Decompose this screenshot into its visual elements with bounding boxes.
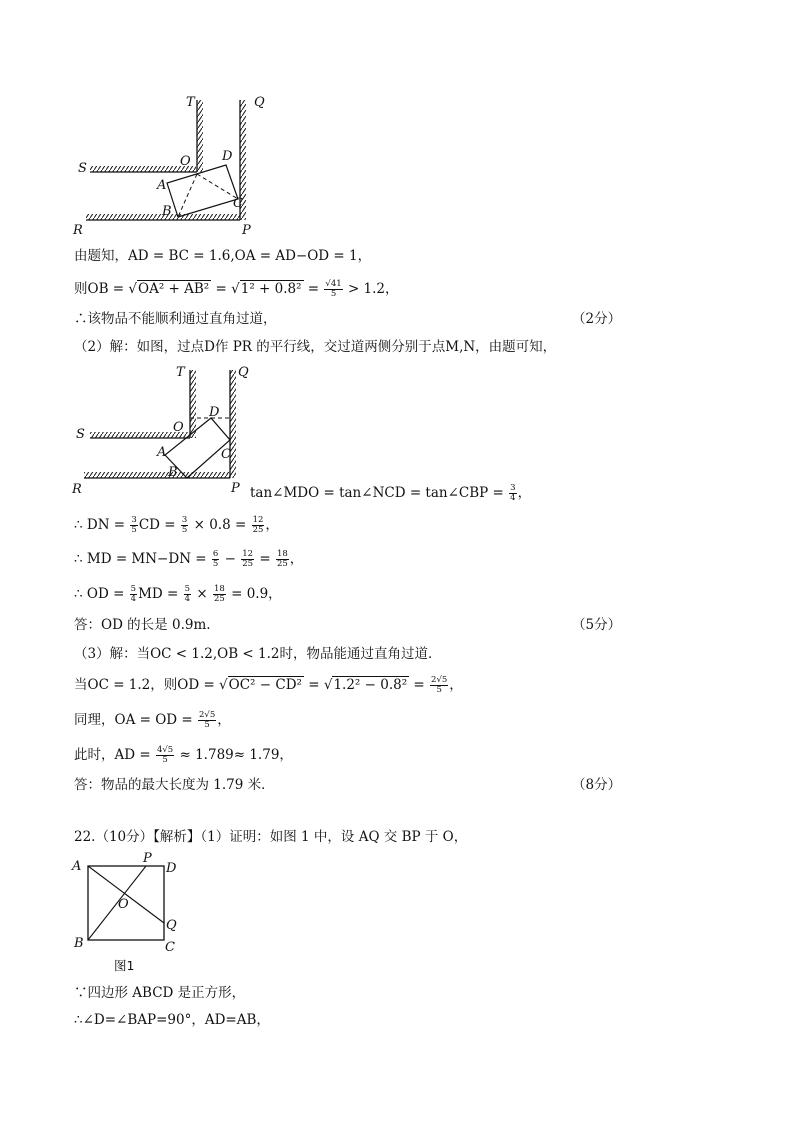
- fig2-label-d: D: [209, 405, 220, 420]
- text-line-5: ∴ DN = $\frac{3}{5}$ CD = $\frac{3}{5}$ × 0.8 = $\frac{12}{25}$ ，: [74, 515, 279, 535]
- fraction: $\frac{18}{25}$: [213, 584, 225, 604]
- lower-wall-hatch: [84, 472, 230, 478]
- text-line-7: ∴ OD = $\frac{5}{4}$ MD = $\frac{5}{4}$ × $\frac{18}{25}$ = 0.9，: [74, 584, 282, 604]
- text-line-13: 答：物品的最大长度为 1.79 米．: [74, 777, 275, 793]
- fig2-label-o: O: [173, 420, 184, 435]
- fig1-label-q: Q: [254, 95, 265, 110]
- fraction: $\frac{2√5}{5}$: [199, 710, 216, 730]
- fraction: $\frac{12}{25}$: [242, 549, 254, 569]
- score-5: （5分）: [572, 617, 622, 633]
- text-line-8: 答：OD 的长是 0.9m.: [74, 617, 211, 633]
- fig2-label-t: T: [176, 365, 185, 380]
- text-line-4: （2）解：如图，过点D作 PR 的平行线，交过道两侧分别于点M,N，由题可知，: [74, 339, 557, 355]
- fig1-label-r: R: [73, 223, 83, 238]
- fraction: $\frac{18}{25}$: [276, 549, 288, 569]
- fig3-label-q: Q: [166, 918, 177, 933]
- text-line-11: 同理，OA = OD = $\frac{2√5}{5}$ ，: [74, 710, 231, 730]
- fig3-caption: 图1: [114, 958, 135, 973]
- fig3-label-c: C: [165, 940, 175, 955]
- fig2-label-c: C: [221, 447, 231, 462]
- dashed-line-ob: [178, 174, 197, 217]
- fraction: $\frac{3}{5}$: [181, 515, 188, 535]
- fig1-label-p: P: [242, 223, 251, 238]
- fig2-label-p: P: [231, 481, 240, 496]
- fraction: $\frac{5}{4}$: [184, 584, 191, 604]
- text-line-9: （3）解：当OC < 1.2,OB < 1.2时，物品能通过直角过道．: [74, 646, 442, 662]
- fig3-label-a: A: [72, 859, 82, 874]
- figure-1-corridor-diagram: [70, 92, 280, 242]
- fig2-label-r: R: [72, 482, 82, 497]
- fig1-label-s: S: [78, 161, 87, 176]
- fig3-label-p: P: [143, 851, 152, 866]
- score-8: （8分）: [572, 777, 622, 793]
- fraction: $\frac{5}{4}$: [130, 584, 137, 604]
- left-vertical-wall-hatch: [197, 100, 203, 172]
- fraction: $\frac{3}{4}$: [510, 483, 516, 503]
- text-line-tan: tan∠MDO = tan∠NCD = tan∠CBP = $\frac{3}{4}$ ，: [250, 483, 532, 503]
- text-line-14: 22.（10分）【解析】（1）证明：如图 1 中，设 AQ 交 BP 于 O，: [74, 829, 468, 845]
- fraction: $\frac{6}{5}$: [212, 549, 219, 569]
- fig3-label-b: B: [74, 936, 84, 951]
- fig2-label-b: B: [168, 465, 178, 480]
- text-line-15: ∵四边形 ABCD 是正方形，: [74, 985, 246, 1001]
- text-line-16: ∴∠D=∠BAP=90°，AD=AB，: [74, 1012, 270, 1028]
- fraction: $\frac{12}{25}$: [252, 515, 264, 535]
- fraction: $\frac{4√5}{5}$: [156, 745, 174, 765]
- text-line-10: 当OC = 1.2，则OD = √OC² − CD² = √1.2² − 0.8² = $\frac{2√5}{5}$ ，: [74, 675, 463, 695]
- fig1-label-c: C: [233, 196, 243, 211]
- fig2-label-a: A: [157, 445, 167, 460]
- fraction: $\frac{2√5}{5}$: [431, 675, 448, 695]
- fig3-label-d: D: [166, 861, 177, 876]
- text-line-6: ∴ MD = MN−DN = $\frac{6}{5}$ − $\frac{12}{25}$ = $\frac{18}{25}$ ，: [74, 549, 304, 569]
- dashed-line-oc: [197, 174, 238, 199]
- text-line-2: 则OB = √OA² + AB² = √1² + 0.8² = $\frac{√41}{5}$ > 1.2，: [74, 279, 399, 299]
- fig3-label-o: O: [118, 897, 129, 912]
- fig1-label-o: O: [180, 154, 191, 169]
- fig1-label-a: A: [157, 178, 167, 193]
- fig1-label-d: D: [222, 149, 233, 164]
- fig1-label-b: B: [162, 204, 172, 219]
- rectangle-abcd: [167, 165, 238, 217]
- text-line-3: ∴该物品不能顺利通过直角过道，: [74, 311, 277, 327]
- fig1-label-t: T: [186, 95, 195, 110]
- figure-2-corridor-diagram: [70, 362, 250, 498]
- score-2: （2分）: [572, 311, 622, 327]
- fig2-label-q: Q: [238, 365, 249, 380]
- left-vertical-wall-hatch: [190, 370, 196, 438]
- text-line-1: 由题知，AD = BC = 1.6,OA = AD−OD = 1，: [74, 248, 372, 264]
- fraction: $\frac{√41}{5}$: [325, 279, 342, 299]
- figure-3-square-diagram: [68, 850, 188, 978]
- segment-aq: [88, 866, 164, 923]
- text-line-12: 此时，AD = $\frac{4√5}{5}$ ≈ 1.789≈ 1.79，: [74, 745, 293, 765]
- fraction: $\frac{3}{5}$: [131, 515, 137, 535]
- fig2-label-s: S: [76, 427, 85, 442]
